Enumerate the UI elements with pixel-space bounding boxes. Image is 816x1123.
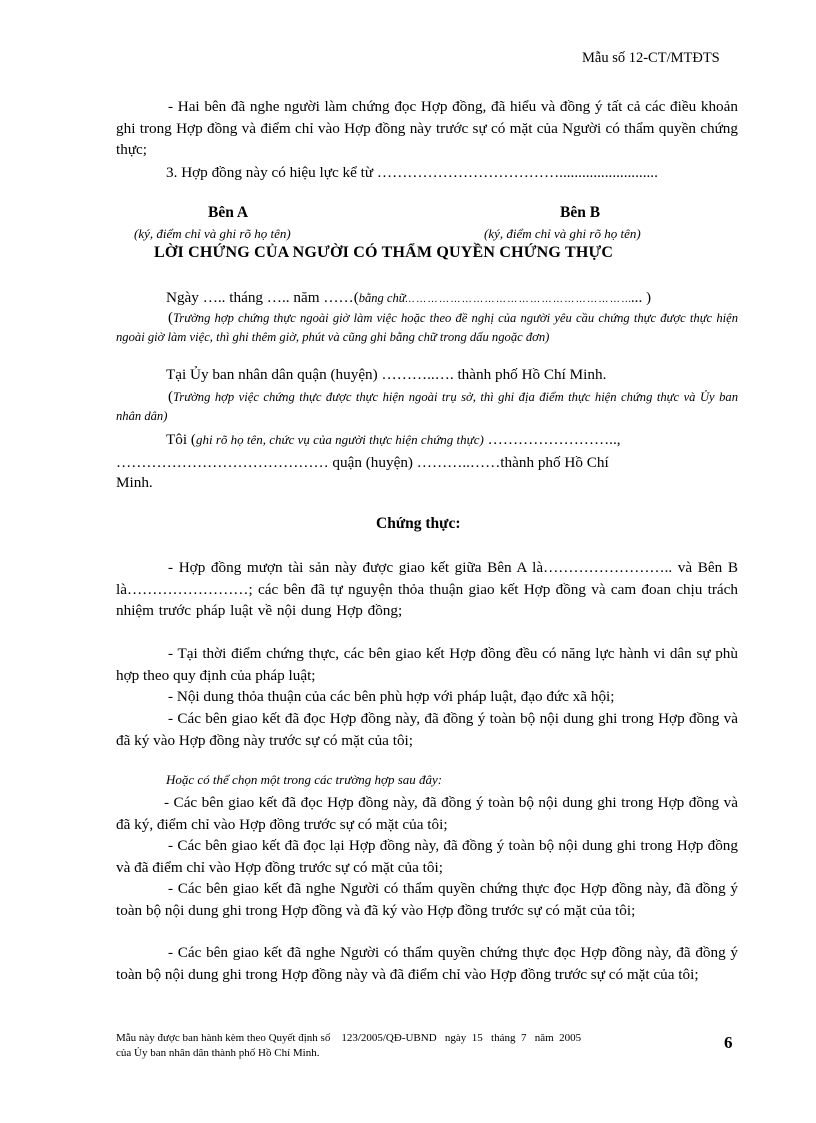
footer-line-1: Mẫu này được ban hành kèm theo Quyết định số 123/2005/QĐ-UBND ngày 15 tháng 7 năm 2005 [116, 1032, 582, 1044]
offsite-note-paren: ( [168, 389, 173, 405]
officer-line-3: Minh. [116, 474, 153, 491]
certify-item-2: - Tại thời điểm chứng thực, các bên giao kết Hợp đồng đều có năng lực hành vi dân sự phù hợp theo quy định của pháp luật; [116, 645, 738, 684]
overtime-note-paren: ( [168, 310, 173, 326]
alternative-item-4: - Các bên giao kết đã nghe Người có thẩm quyền chứng thực đọc Hợp đồng này, đã đồng ý toàn bộ nội dung ghi trong Hợp đồng này và đã điểm chỉ vào Hợp đồng trước sự có mặt của tôi; [116, 944, 738, 983]
date-words-label: bằng chữ [358, 291, 406, 305]
intro-paragraph-1: - Hai bên đã nghe người làm chứng đọc Hợp đồng, đã hiểu và đồng ý tất cả các điều khoản ghi trong Hợp đồng và điểm chỉ vào Hợp đồng này trước sự có mặt của Người có thẩm quyền chứng thực; [116, 98, 738, 158]
party-b-title: Bên B [560, 204, 601, 221]
page-number: 6 [724, 1033, 733, 1052]
officer-line-2: …………………………………… quận (huyện) ………..……thành phố Hồ Chí [116, 454, 609, 471]
alternative-item-3: - Các bên giao kết đã nghe Người có thẩm quyền chứng thực đọc Hợp đồng này, đã đồng ý toàn bộ nội dung ghi trong Hợp đồng và đã ký vào Hợp đồng trước sự có mặt của tôi; [116, 880, 738, 919]
certify-item-3: - Nội dung thỏa thuận của các bên phù hợp với pháp luật, đạo đức xã hội; [168, 688, 615, 705]
officer-line-1 [166, 431, 621, 449]
offsite-note-text: Trường hợp việc chứng thực được thực hiện ngoài trụ sở, thì ghi địa điểm thực hiện chứng thực và Ủy ban nhân dân) [116, 390, 738, 423]
officer-dots: …………………….., [483, 431, 621, 448]
overtime-note [116, 309, 738, 347]
certify-item-4: - Các bên giao kết đã đọc Hợp đồng này, đã đồng ý toàn bộ nội dung ghi trong Hợp đồng và đã ký vào Hợp đồng này trước sự có mặt của tôi; [116, 710, 738, 749]
party-b-note: (ký, điểm chỉ và ghi rõ họ tên) [484, 226, 641, 241]
date-suffix: ... ) [630, 289, 652, 306]
officer-note: ghi rõ họ tên, chức vụ của người thực hiện chứng thực) [195, 432, 484, 447]
form-code: Mẫu số 12-CT/MTĐTS [582, 50, 720, 66]
footer-line-2: của Ủy ban nhân dân thành phố Hồ Chí Minh. [116, 1047, 320, 1059]
certify-item-1: - Hợp đồng mượn tài sản này được giao kết giữa Bên A là…………………….. và Bên B là……………………; các bên đã tự nguyện thỏa thuận giao kết Hợp đồng và cam đoan chịu trách nhiệm trước pháp luật về nội dung Hợp đồng; [116, 559, 738, 619]
effective-date-line: 3. Hợp đồng này có hiệu lực kể từ ……………………………….......................... [166, 164, 658, 181]
location-line: Tại Ủy ban nhân dân quận (huyện) ………..…. thành phố Hồ Chí Minh. [166, 366, 607, 383]
alternatives-heading: Hoặc có thể chọn một trong các trường hợp sau đây: [166, 772, 443, 787]
certify-heading: Chứng thực: [376, 515, 461, 532]
offsite-note [116, 388, 738, 426]
alternative-item-2: - Các bên giao kết đã đọc lại Hợp đồng này, đã đồng ý toàn bộ nội dung ghi trong Hợp đồng và đã điểm chỉ vào Hợp đồng trước sự có mặt của tôi; [116, 837, 738, 876]
overtime-note-text: Trường hợp chứng thực ngoài giờ làm việc hoặc theo đề nghị của người yêu cầu chứng thực được thực hiện ngoài giờ làm việc, thì ghi thêm giờ, phút và cũng ghi bằng chữ trong dấu ngoặc đơn) [116, 311, 738, 344]
date-line [166, 289, 651, 307]
party-a-note: (ký, điểm chỉ và ghi rõ họ tên) [134, 226, 291, 241]
date-dots: … … … … … … … … … … … … … … … … … … … … [405, 294, 631, 305]
party-a-title: Bên A [208, 204, 249, 221]
alternative-item-1: - Các bên giao kết đã đọc Hợp đồng này, đã đồng ý toàn bộ nội dung ghi trong Hợp đồng và đã ký, điểm chỉ vào Hợp đồng trước sự có mặt của tôi; [116, 794, 738, 833]
officer-prefix: Tôi ( [166, 431, 196, 448]
date-prefix: Ngày ….. tháng ….. năm ……( [166, 289, 359, 306]
attestation-heading: LỜI CHỨNG CỦA NGƯỜI CÓ THẨM QUYỀN CHỨNG THỰC [154, 244, 614, 261]
